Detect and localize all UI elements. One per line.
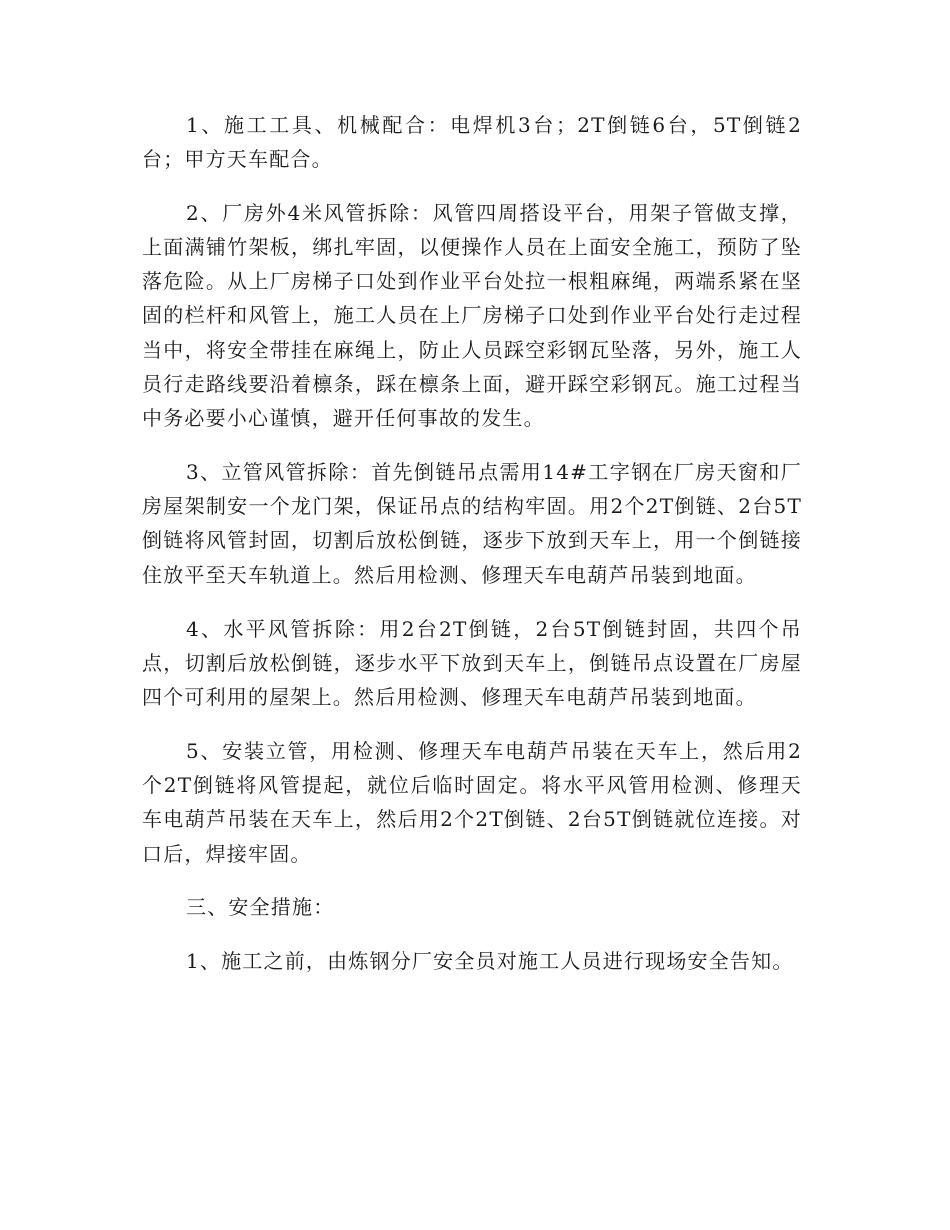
document-body bbox=[142, 108, 802, 998]
paragraph-safety-notice: 1、施工之前，由炼钢分厂安全员对施工人员进行现场安全告知。 bbox=[186, 949, 794, 974]
paragraph-outdoor-duct-removal: 2、厂房外4米风管拆除：风管四周搭设平台，用架子管做支撑，上面满铺竹架板，绑扎牢固，以便操作人员在上面安全施工，预防了坠落危险。从上厂房梯子口处到作业平台处拉一根粗麻绳，两端系紧在坚固的栏杆和风管上，施工人员在上厂房梯子口处到作业平台处行走过程当中，将安全带挂在麻绳上，防止人员踩空彩钢瓦坠落，另外，施工人员行走路线要沿着檩条，踩在檩条上面，避开踩空彩钢瓦。施工过程当中务必要小心谨慎，避开任何事故的发生。 bbox=[142, 200, 802, 431]
paragraph-horizontal-duct-removal: 4、水平风管拆除：用2台2T倒链，2台5T倒链封固，共四个吊点，切割后放松倒链，逐步水平下放到天车上，倒链吊点设置在厂房屋四个可利用的屋架上。然后用检测、修理天车电葫芦吊装到地面。 bbox=[142, 616, 802, 710]
paragraph-vertical-duct-removal: 3、立管风管拆除：首先倒链吊点需用14#工字钢在厂房天窗和厂房屋架制安一个龙门架，保证吊点的结构牢固。用2个2T倒链、2台5T倒链将风管封固，切割后放松倒链，逐步下放到天车上，用一个倒链接住放平至天车轨道上。然后用检测、修理天车电葫芦吊装到地面。 bbox=[142, 459, 802, 587]
paragraph-install-vertical-duct: 5、安装立管，用检测、修理天车电葫芦吊装在天车上，然后用2个2T倒链将风管提起，就位后临时固定。将水平风管用检测、修理天车电葫芦吊装在天车上，然后用2个2T倒链、2台5T倒链就位连接。对口后，焊接牢固。 bbox=[142, 738, 802, 866]
paragraph-tools: 1、施工工具、机械配合：电焊机3台；2T倒链6台，5T倒链2台；甲方天车配合。 bbox=[142, 113, 802, 172]
section-heading-safety: 三、安全措施： bbox=[186, 894, 335, 919]
